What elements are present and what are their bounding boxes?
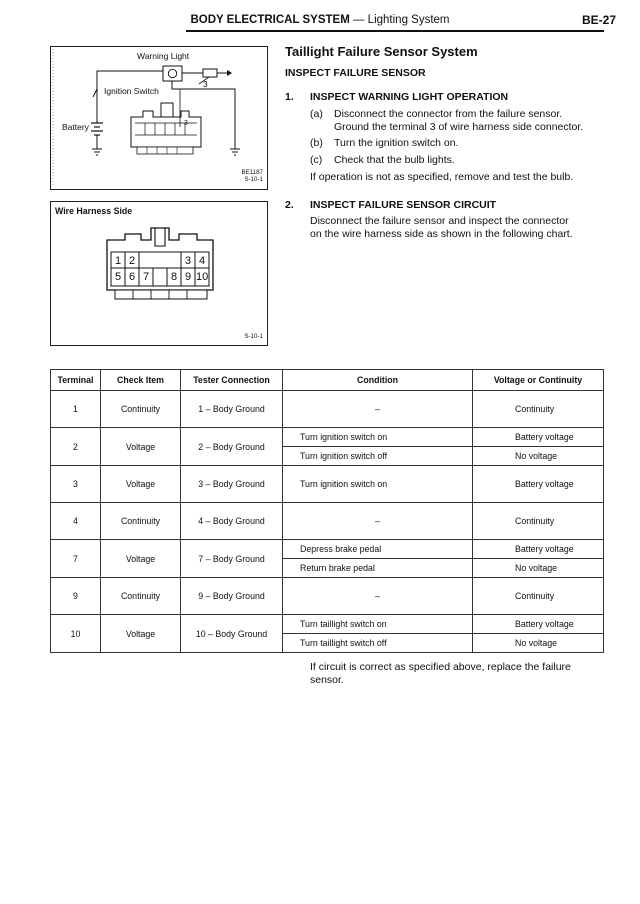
header-subsection: — Lighting System [349,14,450,26]
cell-condition: Turn taillight switch off [283,634,473,653]
cell-tester: 2 – Body Ground [181,428,283,466]
pin-5: 5 [115,271,122,283]
terminal-3-label: 3 [203,79,208,89]
cell-check-item: Continuity [101,503,181,540]
cell-terminal: 10 [51,615,101,653]
header-section: BODY ELECTRICAL SYSTEM [190,14,350,26]
cell-terminal: 4 [51,503,101,540]
step1-c-label: (c) [310,154,323,166]
pin-8: 8 [171,271,178,283]
table-row [51,428,604,447]
cell-condition: Turn ignition switch on [283,428,473,447]
cell-check-item: Voltage [101,428,181,466]
table-row [51,540,604,559]
table-row [51,503,604,540]
step2-text1: Disconnect the failure sensor and inspect the connector [310,215,569,227]
step1-a-label: (a) [310,108,323,120]
wiring-diagram [50,46,268,190]
step1-a-text1: Disconnect the connector from the failure sensor. [334,108,563,120]
table-row [51,466,604,503]
cell-tester: 1 – Body Ground [181,391,283,428]
cell-voltage: Continuity [473,391,604,428]
cell-voltage: Continuity [473,503,604,540]
pin-3: 3 [185,255,192,267]
cell-check-item: Voltage [101,466,181,503]
diagram1-code2: S-10-1 [244,176,263,183]
cell-voltage: Battery voltage [473,428,604,447]
step1-a-text2: Ground the terminal 3 of wire harness side connector. [334,121,584,133]
step1-title: INSPECT WARNING LIGHT OPERATION [310,91,509,103]
battery-label: Battery [62,122,89,132]
cell-condition: – [283,578,473,615]
cell-terminal: 3 [51,466,101,503]
header-terminal: Terminal [51,370,101,391]
diagram1-code1: BE1187 [241,169,263,176]
wiring-diagram-svg [51,47,267,189]
step1-b-text: Turn the ignition switch on. [334,137,459,149]
section-title: Taillight Failure Sensor System [285,44,478,59]
footer-line2: sensor. [310,674,344,686]
inspection-table [50,369,604,653]
diagram2-code: S-10-1 [244,333,263,340]
step1-c-text: Check that the bulb lights. [334,154,455,166]
header-voltage: Voltage or Continuity [473,370,604,391]
cell-voltage: No voltage [473,559,604,578]
cell-terminal: 1 [51,391,101,428]
header-tester-connection: Tester Connection [181,370,283,391]
pin-2: 2 [129,255,136,267]
cell-check-item: Continuity [101,391,181,428]
connector-pin-label: 3 [184,120,188,127]
header-check-item: Check Item [101,370,181,391]
table-row [51,615,604,634]
table-row [51,391,604,428]
cell-check-item: Voltage [101,615,181,653]
pin-7: 7 [143,271,150,283]
cell-tester: 4 – Body Ground [181,503,283,540]
table-header-row [51,370,604,391]
cell-condition: – [283,391,473,428]
cell-condition: Turn ignition switch on [283,466,473,503]
header-rule [186,30,604,32]
cell-condition: Turn taillight switch on [283,615,473,634]
cell-tester: 10 – Body Ground [181,615,283,653]
step1-number: 1. [285,91,294,103]
subsection-title: INSPECT FAILURE SENSOR [285,67,426,79]
cell-tester: 3 – Body Ground [181,466,283,503]
step1-b-label: (b) [310,137,323,149]
footer-line1: If circuit is correct as specified above, replace the failure [310,661,571,673]
footer-note [310,661,610,687]
cell-voltage: No voltage [473,634,604,653]
table-row [51,578,604,615]
cell-condition: Depress brake pedal [283,540,473,559]
cell-terminal: 9 [51,578,101,615]
cell-voltage: Continuity [473,578,604,615]
cell-voltage: Battery voltage [473,540,604,559]
wire-harness-diagram [50,201,268,346]
step1-note: If operation is not as specified, remove and test the bulb. [310,171,574,183]
pin-6: 6 [129,271,136,283]
cell-voltage: No voltage [473,447,604,466]
cell-tester: 7 – Body Ground [181,540,283,578]
ignition-switch-label: Ignition Switch [104,86,159,96]
step2-title: INSPECT FAILURE SENSOR CIRCUIT [310,199,497,211]
pin-10: 10 [196,271,209,283]
cell-check-item: Continuity [101,578,181,615]
pin-9: 9 [185,271,192,283]
warning-light-label: Warning Light [137,51,190,61]
header-condition: Condition [283,370,473,391]
page-header [0,14,640,26]
cell-condition: – [283,503,473,540]
wire-harness-title: Wire Harness Side [55,206,133,216]
step2-number: 2. [285,199,294,211]
cell-condition: Turn ignition switch off [283,447,473,466]
connector-svg [51,202,267,345]
cell-tester: 9 – Body Ground [181,578,283,615]
diagram1-code [241,169,263,183]
cell-check-item: Voltage [101,540,181,578]
cell-voltage: Battery voltage [473,466,604,503]
cell-voltage: Battery voltage [473,615,604,634]
cell-terminal: 7 [51,540,101,578]
step2-text2: on the wire harness side as shown in the following chart. [310,228,573,240]
cell-condition: Return brake pedal [283,559,473,578]
pin-1: 1 [115,255,122,267]
page-number: BE-27 [581,13,616,27]
cell-terminal: 2 [51,428,101,466]
pin-4: 4 [199,255,206,267]
